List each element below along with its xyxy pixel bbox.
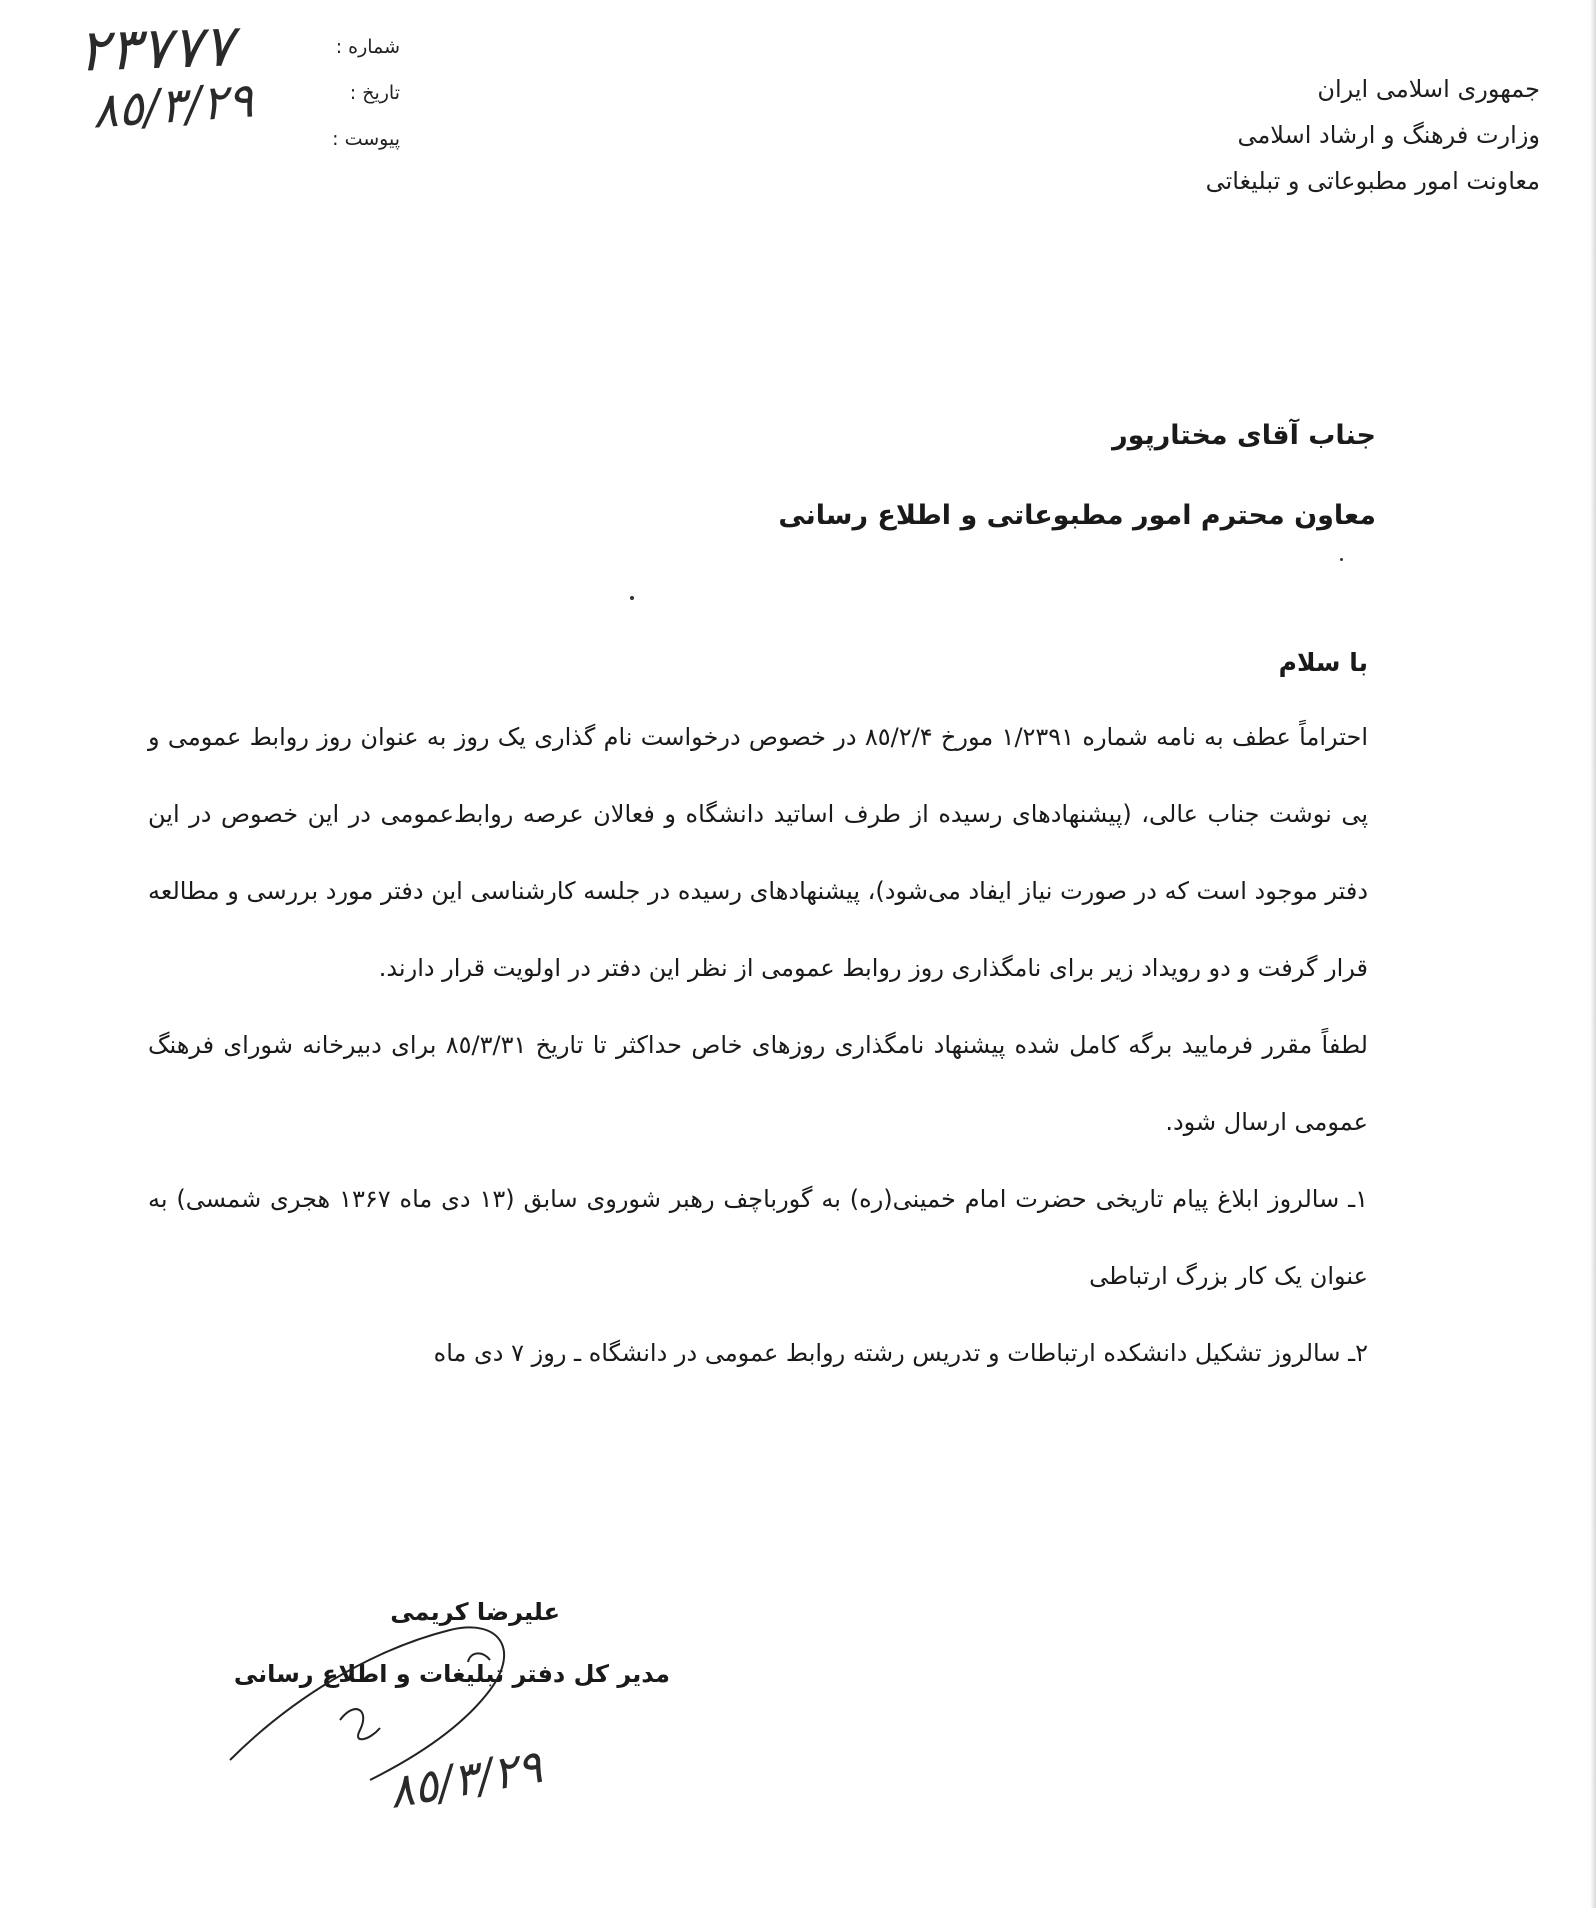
signature-date: ٨٥/٣/٢٩ (384, 1738, 547, 1820)
letterhead-line-2: وزارت فرهنگ و ارشاد اسلامی (1237, 121, 1540, 149)
number-label: شماره : (335, 36, 400, 58)
addressee-name: جناب آقای مختارپور (1112, 420, 1376, 451)
letterhead (1120, 66, 1540, 204)
handwritten-number: ٢٣٧٧٧ (76, 11, 235, 85)
attachment-label: پیوست : (332, 128, 400, 150)
scan-speck (630, 596, 634, 600)
letterhead-line-3: معاونت امور مطبوعاتی و تبلیغاتی (1205, 167, 1540, 195)
signer-name: علیرضا کریمی (390, 1598, 560, 1626)
list-item-2: ٢ـ سالروز تشکیل دانشکده ارتباطات و تدریس رشته روابط عمومی در دانشگاه ـ روز ٧ دی ماه (433, 1339, 1368, 1367)
signer-title: مدیر کل دفتر تبلیغات و اطلاع رسانی (233, 1660, 670, 1688)
letter-body (148, 648, 1368, 1392)
greeting: با سلام (1278, 648, 1368, 677)
letterhead-line-1: جمهوری اسلامی ایران (1317, 75, 1540, 103)
scan-edge (1590, 0, 1596, 1908)
handwritten-date: ٨٥/٣/٢٩ (90, 72, 256, 140)
scan-speck (1340, 558, 1343, 561)
paragraph-1: احتراماً عطف به نامه شماره ١/٢٣٩١ مورخ ٨٥/٢/۴ در خصوص درخواست نام گذاری یک روز به عنوان روز روابط عمومی و پی نوشت جناب عالی، (پیشنهادهای رسیده از طرف اساتید دانشگاه و فعالان عرصه روابط‌عمومی در این خصوص در این دفتر موجود است که در صورت نیاز ایفاد می‌شود)، پیشنهادهای رسیده در جلسه کارشناسی این دفتر مورد بررسی و مطالعه قرار گرفت و دو رویداد زیر برای نامگذاری روز روابط عمومی از نظر این دفتر در اولویت قرار دارند. (148, 723, 1368, 982)
paragraph-2: لطفاً مقرر فرمایید برگه کامل شده پیشنهاد نامگذاری روزهای خاص حداکثر تا تاریخ ٨٥/٣/٣١ برای دبیرخانه شورای فرهنگ عمومی ارسال شود. (148, 1031, 1368, 1136)
date-label: تاریخ : (349, 82, 400, 104)
addressee (476, 420, 1376, 531)
addressee-title: معاون محترم امور مطبوعاتی و اطلاع رسانی (778, 500, 1376, 531)
list-item-1: ١ـ سالروز ابلاغ پیام تاریخی حضرت امام خمینی(ره) به گورباچف رهبر شوروی سابق (١٣ دی ماه ١٣۶٧ هجری شمسی) به عنوان یک کار بزرگ ارتباطی (148, 1185, 1368, 1290)
meta-labels (300, 36, 400, 174)
